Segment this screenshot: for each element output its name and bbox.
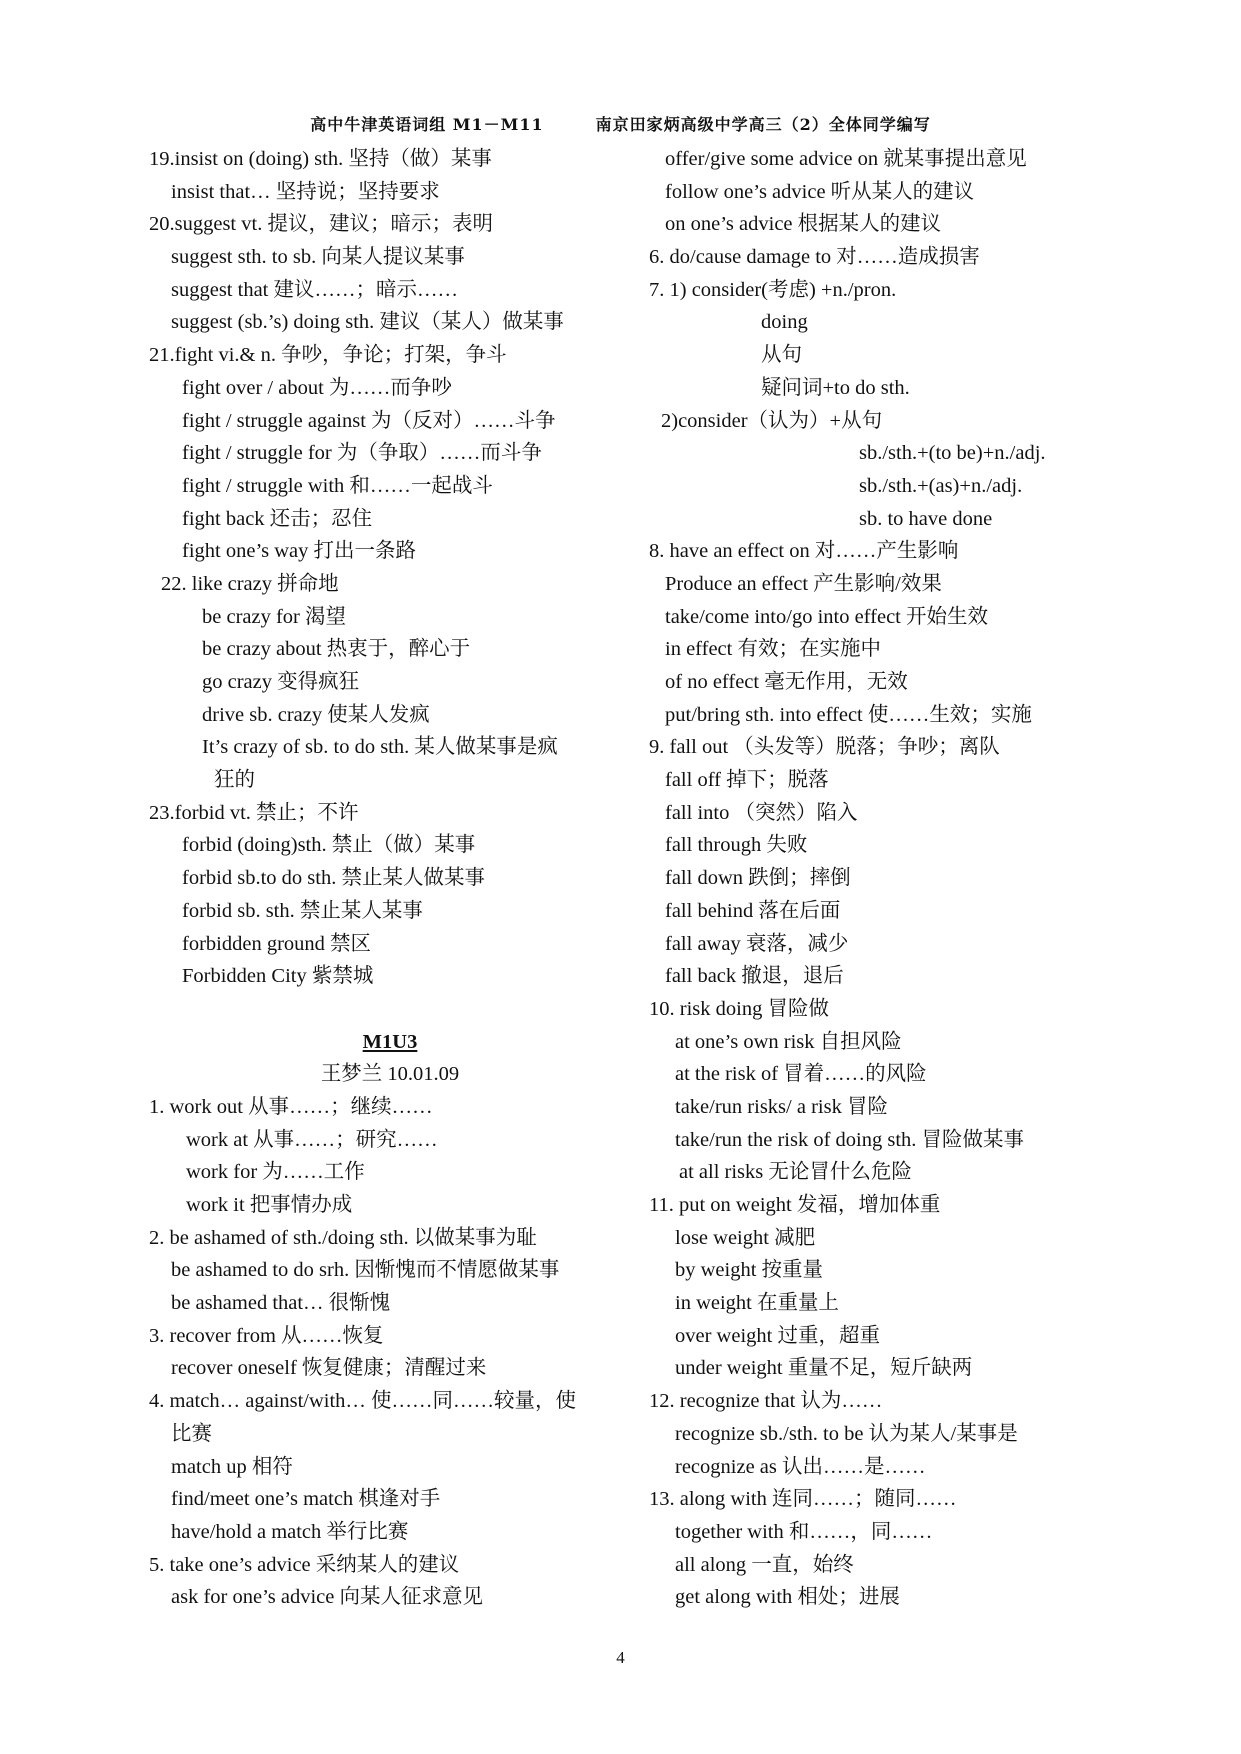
vocab-line: 11. put on weight 发福，增加体重: [649, 1194, 941, 1216]
vocab-line: match up 相符: [171, 1455, 293, 1478]
vocab-line: in effect 有效；在实施中: [665, 638, 881, 661]
vocab-line: sb./sth.+(as)+n./adj.: [859, 474, 1023, 497]
vocab-line: have/hold a match 举行比赛: [171, 1520, 409, 1543]
vocab-line: be crazy for 渴望: [202, 605, 347, 628]
vocab-line: drive sb. crazy 使某人发疯: [202, 703, 430, 726]
page-number: 4: [616, 1648, 625, 1667]
vocab-line: 20.suggest vt. 提议，建议；暗示；表明: [149, 213, 493, 236]
vocab-line: fall behind 落在后面: [665, 899, 841, 922]
vocab-line: together with 和……，同……: [675, 1520, 933, 1543]
vocab-line: fight over / about 为……而争吵: [182, 376, 452, 399]
vocab-line: forbid sb.to do sth. 禁止某人做某事: [182, 867, 485, 890]
vocab-line: 6. do/cause damage to 对……造成损害: [649, 246, 980, 269]
vocab-line: 12. recognize that 认为……: [649, 1390, 883, 1413]
vocab-line: fight one’s way 打出一条路: [182, 540, 417, 563]
vocab-line: 2. be ashamed of sth./doing sth. 以做某事为耻: [149, 1226, 537, 1249]
vocab-line: of no effect 毫无作用，无效: [665, 671, 908, 693]
vocab-line: 疑问词+to do sth.: [761, 376, 910, 399]
vocab-line: fight / struggle with 和……一起战斗: [182, 474, 493, 497]
header-left: 高中牛津英语词组 M1－M11: [310, 115, 544, 134]
vocab-line: in weight 在重量上: [675, 1292, 839, 1315]
vocab-line: 3. recover from 从……恢复: [149, 1324, 384, 1347]
vocab-line: 1. work out 从事……；继续……: [149, 1095, 433, 1118]
vocab-line: forbid (doing)sth. 禁止（做）某事: [182, 834, 476, 857]
vocab-line: suggest that 建议……；暗示……: [171, 278, 458, 301]
vocab-line: at the risk of 冒着……的风险: [675, 1063, 927, 1086]
vocab-line: 22. like crazy 拼命地: [161, 572, 339, 595]
vocab-line: suggest sth. to sb. 向某人提议某事: [171, 246, 465, 269]
vocab-line: be crazy about 热衷于，醉心于: [202, 638, 471, 661]
vocab-line: 从句: [761, 344, 802, 367]
vocab-line: all along 一直，始终: [675, 1553, 854, 1576]
vocab-line: 13. along with 连同……；随同……: [649, 1488, 957, 1511]
vocab-line: ask for one’s advice 向某人征求意见: [171, 1586, 483, 1609]
section-author-date: 王梦兰 10.01.09: [320, 1063, 460, 1086]
vocab-line: insist that… 坚持说；坚持要求: [171, 180, 440, 203]
vocab-line: It’s crazy of sb. to do sth. 某人做某事是疯: [202, 736, 558, 759]
header-right: 南京田家炳高级中学高三（2）全体同学编写: [595, 115, 931, 134]
vocab-line: lose weight 减肥: [675, 1226, 816, 1249]
vocab-line: be ashamed to do srh. 因惭愧而不情愿做某事: [171, 1259, 560, 1282]
vocab-line: work for 为……工作: [186, 1161, 365, 1184]
vocab-line: offer/give some advice on 就某事提出意见: [665, 148, 1027, 170]
vocab-line: work at 从事……；研究……: [186, 1128, 438, 1151]
vocab-line: take/come into/go into effect 开始生效: [665, 605, 988, 628]
vocab-line: 狂的: [214, 769, 255, 792]
vocab-line: 4. match… against/with… 使……同……较量，使: [149, 1390, 577, 1413]
vocab-line: 7. 1) consider(考虑) +n./pron.: [649, 278, 897, 301]
vocab-line: by weight 按重量: [675, 1259, 824, 1282]
vocab-line: 10. risk doing 冒险做: [649, 997, 829, 1020]
vocab-line: take/run the risk of doing sth. 冒险做某事: [675, 1128, 1025, 1151]
vocab-line: at one’s own risk 自担风险: [675, 1030, 902, 1053]
vocab-line: at all risks 无论冒什么危险: [679, 1161, 912, 1184]
vocab-line: doing: [761, 311, 808, 334]
right-column: [649, 143, 1089, 1614]
vocab-line: suggest (sb.’s) doing sth. 建议（某人）做某事: [171, 311, 564, 334]
vocab-line: recover oneself 恢复健康；清醒过来: [171, 1357, 487, 1380]
vocab-line: go crazy 变得疯狂: [202, 671, 360, 693]
vocab-line: fall back 撤退，退后: [665, 965, 844, 988]
vocab-line: work it 把事情办成: [186, 1194, 353, 1216]
vocab-line: fight / struggle for 为（争取）……而斗争: [182, 442, 542, 465]
left-column: [149, 143, 619, 1614]
vocab-line: forbid sb. sth. 禁止某人某事: [182, 899, 423, 922]
vocab-line: get along with 相处；进展: [675, 1586, 900, 1609]
vocab-line: fight / struggle against 为（反对）……斗争: [182, 409, 556, 432]
vocab-line: fall through 失败: [665, 834, 808, 857]
vocab-line: 21.fight vi.& n. 争吵，争论；打架，争斗: [149, 344, 507, 367]
vocab-line: fight back 还击；忍住: [182, 507, 373, 530]
vocab-line: on one’s advice 根据某人的建议: [665, 213, 942, 236]
vocab-line: 5. take one’s advice 采纳某人的建议: [149, 1553, 460, 1576]
vocab-line: fall into （突然）陷入: [665, 801, 858, 824]
vocab-line: Forbidden City 紫禁城: [182, 965, 374, 988]
vocab-line: Produce an effect 产生影响/效果: [665, 572, 942, 595]
vocab-line: 比赛: [171, 1422, 212, 1445]
vocab-line: recognize as 认出……是……: [675, 1455, 926, 1478]
vocab-line: fall off 掉下；脱落: [665, 769, 829, 792]
vocab-line: forbidden ground 禁区: [182, 932, 372, 955]
page-header: [0, 112, 1241, 135]
section-heading: M1U3: [362, 1030, 418, 1053]
vocab-line: find/meet one’s match 棋逢对手: [171, 1488, 441, 1511]
vocab-line: 2)consider（认为）+从句: [661, 409, 883, 432]
vocab-line: fall down 跌倒；摔倒: [665, 867, 851, 890]
vocab-line: 23.forbid vt. 禁止；不许: [149, 801, 359, 824]
vocab-line: fall away 衰落，减少: [665, 932, 849, 955]
blank-line: [149, 993, 619, 1026]
vocab-line: take/run risks/ a risk 冒险: [675, 1095, 888, 1118]
vocab-line: 8. have an effect on 对……产生影响: [649, 540, 959, 563]
vocab-line: recognize sb./sth. to be 认为某人/某事是: [675, 1422, 1018, 1445]
vocab-line: sb. to have done: [859, 507, 993, 530]
vocab-line: 19.insist on (doing) sth. 坚持（做）某事: [149, 148, 492, 170]
vocab-line: under weight 重量不足，短斤缺两: [675, 1357, 973, 1380]
vocab-line: be ashamed that… 很惭愧: [171, 1292, 391, 1315]
vocab-line: over weight 过重，超重: [675, 1324, 880, 1347]
vocab-line: put/bring sth. into effect 使……生效；实施: [665, 703, 1032, 726]
vocab-line: sb./sth.+(to be)+n./adj.: [859, 442, 1046, 465]
vocab-line: follow one’s advice 听从某人的建议: [665, 180, 975, 203]
vocab-line: 9. fall out （头发等）脱落；争吵；离队: [649, 736, 1000, 759]
